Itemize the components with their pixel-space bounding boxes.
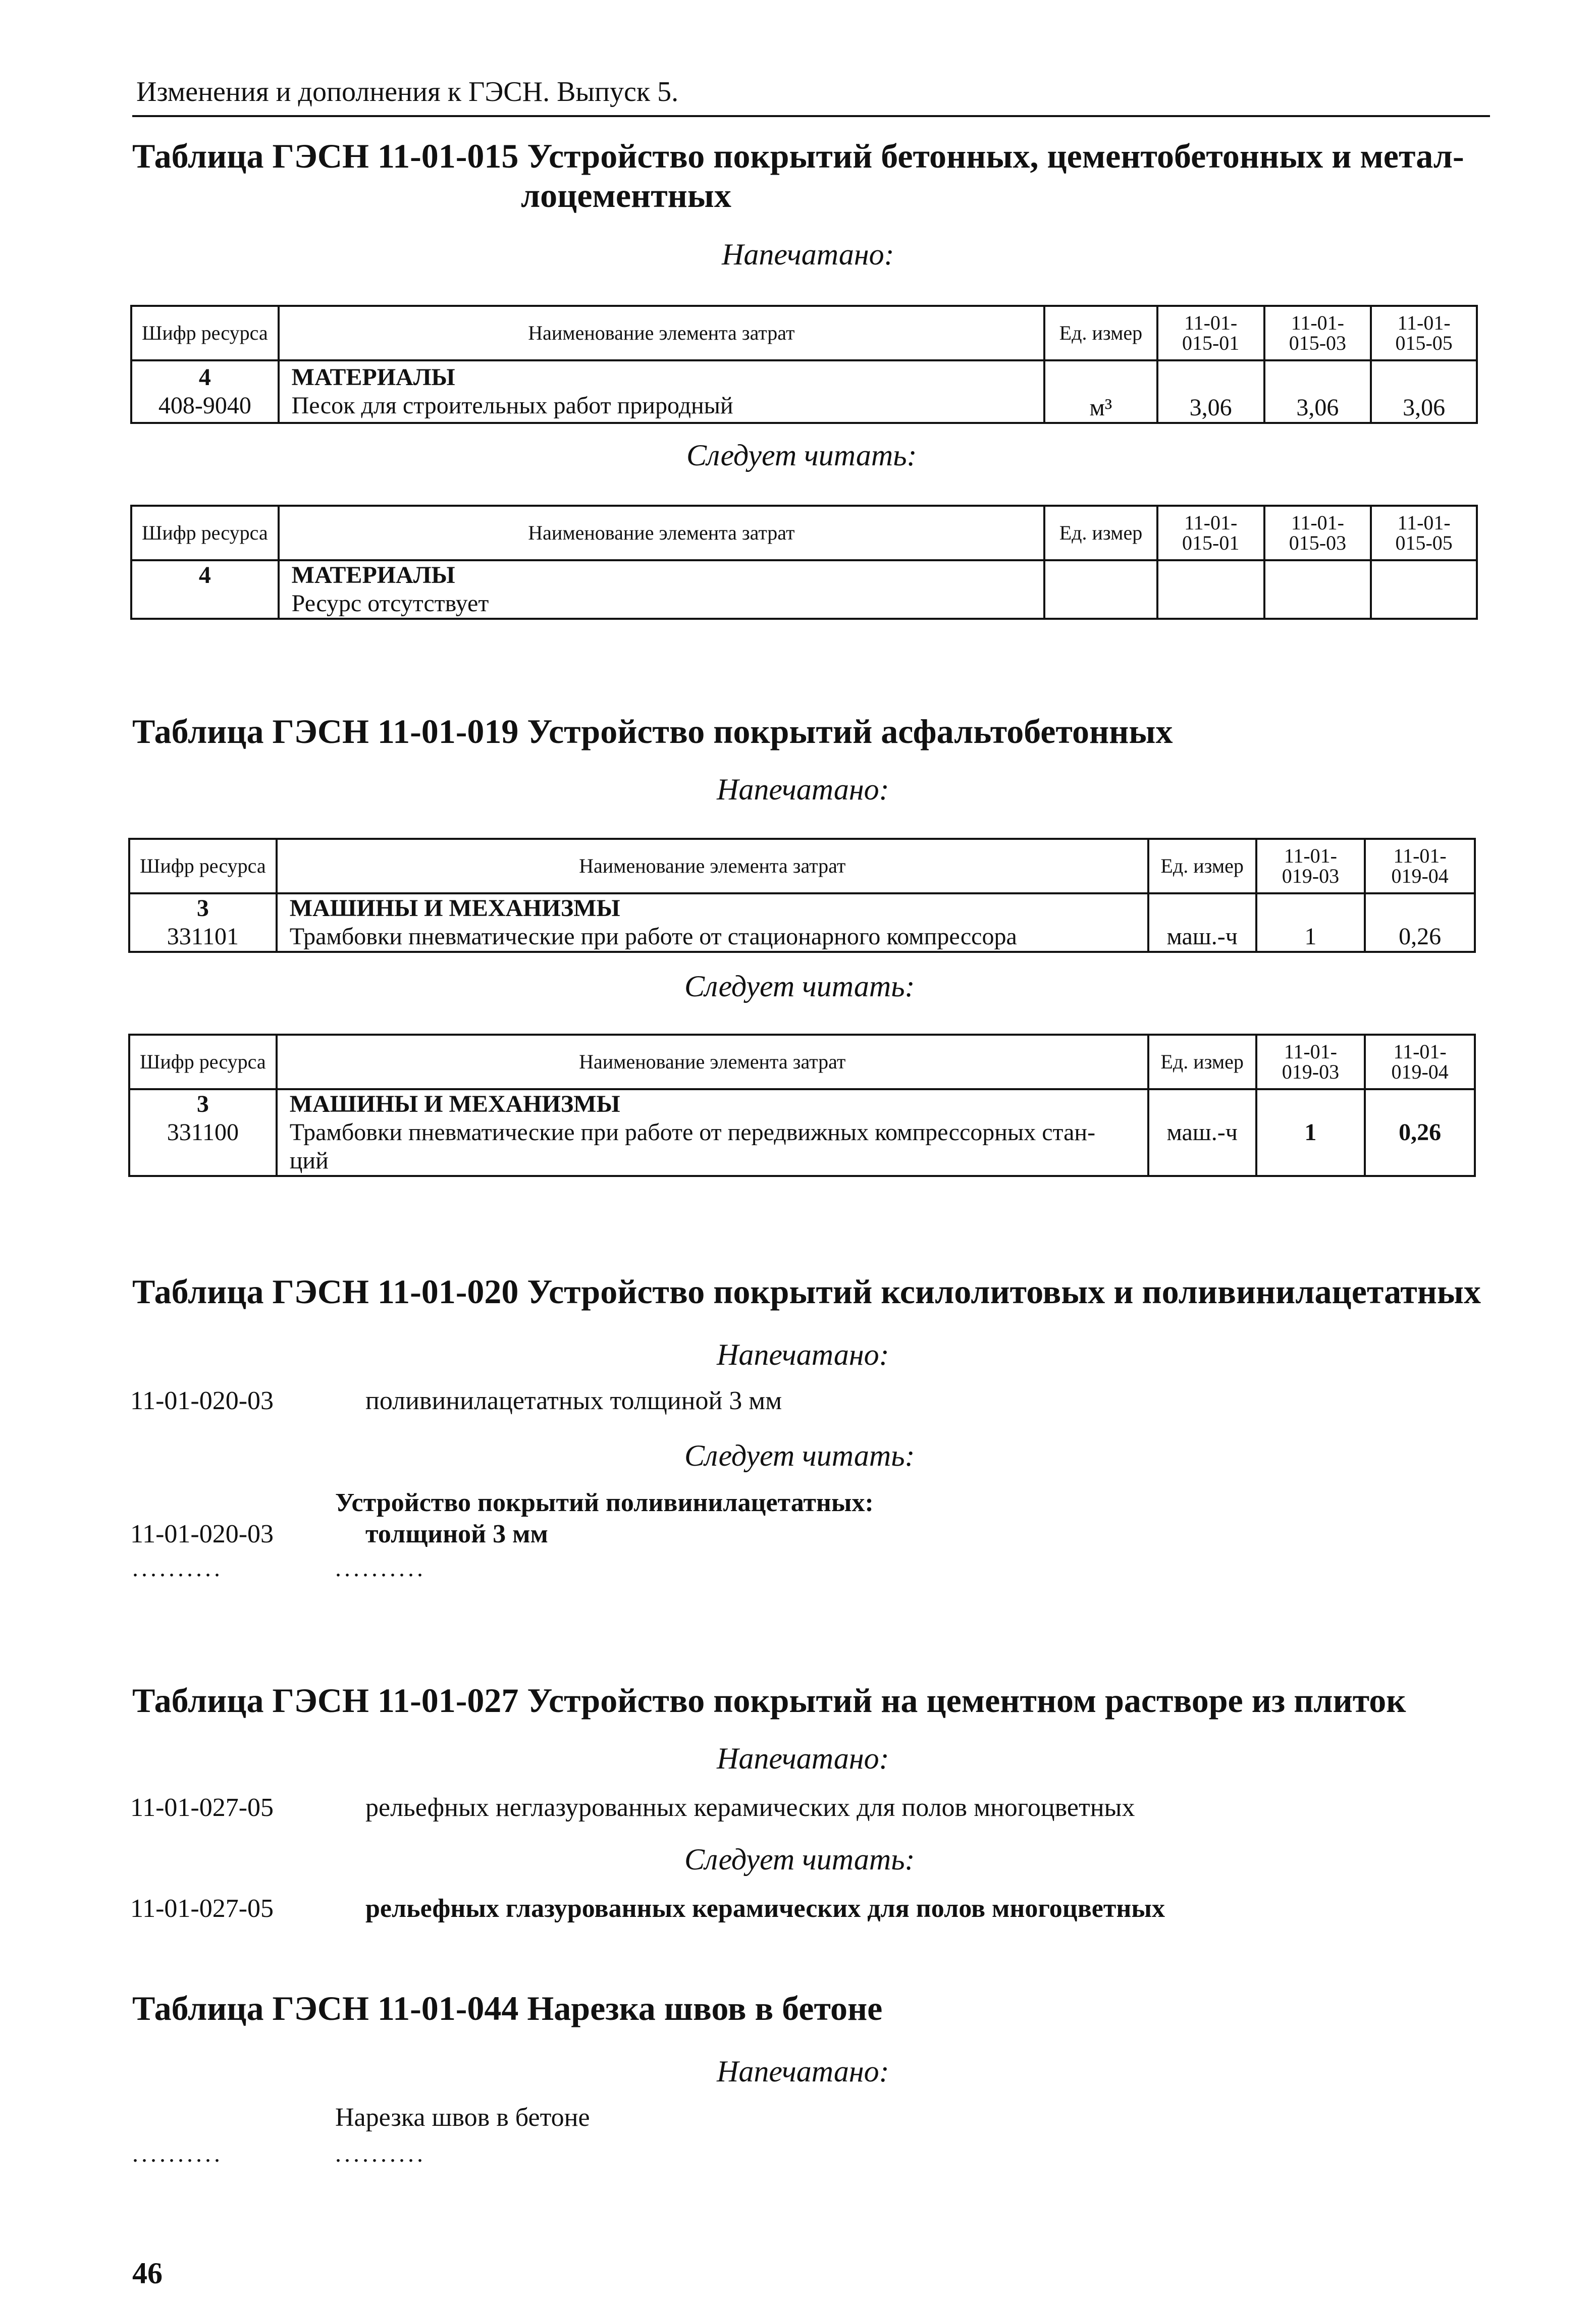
empty-cell — [1044, 560, 1157, 619]
col-015-05: 11-01- 015-05 — [1371, 306, 1477, 360]
title-015-line1: Таблица ГЭСН 11-01-015 Устройство покрытий бетонных, цементобетонных и метал- — [132, 137, 1464, 175]
value-019-03: 1 — [1256, 1089, 1365, 1176]
empty-cell — [1157, 560, 1264, 619]
col-name: Наименование элемента затрат — [279, 506, 1044, 560]
group-code: 4 — [198, 562, 211, 588]
resource-code: 331100 — [167, 1119, 239, 1146]
ellipsis-dots: .......... — [335, 1555, 426, 1582]
printed-label-019: Напечатано: — [717, 773, 889, 806]
resource-name: Трамбовки пневматические при работе от стационарного компрессора — [289, 923, 1017, 950]
col-name: Наименование элемента затрат — [277, 839, 1148, 893]
col-019-04: 11-01- 019-04 — [1365, 839, 1475, 893]
value-019-04: 0,26 — [1365, 1089, 1475, 1176]
col-015-01: 11-01- 015-01 — [1157, 306, 1264, 360]
resource-name: Песок для строительных работ природный — [291, 392, 733, 419]
empty-cell — [1371, 560, 1477, 619]
group-name: МАШИНЫ И МЕХАНИЗМЫ — [289, 895, 620, 922]
should-read-label-020: Следует читать: — [684, 1439, 915, 1472]
col-code: Шифр ресурса — [129, 1035, 277, 1089]
table-title-019: Таблица ГЭСН 11-01-019 Устройство покрытий асфальтобетонных — [132, 712, 1173, 751]
empty-cell — [1264, 560, 1371, 619]
resource-name: Ресурс отсутствует — [291, 590, 489, 617]
norm-text: рельефных неглазурованных керамических для полов многоцветных — [365, 1793, 1135, 1822]
col-name: Наименование элемента затрат — [279, 306, 1044, 360]
value-015-03: 3,06 — [1264, 360, 1371, 423]
norm-code: 11-01-027-05 — [130, 1894, 274, 1923]
norm-text: рельефных глазурованных керамических для полов многоцветных — [365, 1894, 1165, 1923]
col-015-03: 11-01- 015-03 — [1264, 306, 1371, 360]
table-019-corrected — [128, 1034, 1476, 1177]
group-name: МАШИНЫ И МЕХАНИЗМЫ — [289, 1091, 620, 1117]
norm-code: 11-01-020-03 — [130, 1386, 274, 1415]
resource-unit: маш.-ч — [1148, 1089, 1256, 1176]
resource-name-line1: Трамбовки пневматические при работе от передвижных компрессорных стан- — [289, 1119, 1096, 1146]
printed-label-027: Напечатано: — [717, 1742, 889, 1775]
title-015-line2: лоцементных — [521, 176, 731, 215]
norm-group-title: Устройство покрытий поливинилацетатных: — [335, 1488, 874, 1517]
norm-code: 11-01-020-03 — [130, 1520, 274, 1548]
col-unit: Ед. измер — [1148, 1035, 1256, 1089]
table-title-020: Таблица ГЭСН 11-01-020 Устройство покрытий ксилолитовых и поливинилацетатных — [132, 1272, 1481, 1311]
printed-label-015: Напечатано: — [722, 238, 894, 271]
resource-name-line2: ций — [289, 1147, 329, 1174]
table-title-027: Таблица ГЭСН 11-01-027 Устройство покрытий на цементном растворе из плиток — [132, 1681, 1406, 1720]
group-code: 3 — [196, 895, 209, 922]
col-019-04: 11-01- 019-04 — [1365, 1035, 1475, 1089]
table-title-044: Таблица ГЭСН 11-01-044 Нарезка швов в бетоне — [132, 1989, 883, 2027]
group-code: 3 — [196, 1091, 209, 1117]
norm-text: Нарезка швов в бетоне — [335, 2103, 590, 2132]
col-019-03: 11-01- 019-03 — [1256, 839, 1365, 893]
col-unit: Ед. измер — [1044, 506, 1157, 560]
norm-code: 11-01-027-05 — [130, 1793, 274, 1822]
page-number: 46 — [132, 2257, 163, 2290]
running-header: Изменения и дополнения к ГЭСН. Выпуск 5. — [136, 76, 679, 108]
resource-code: 408-9040 — [158, 392, 251, 419]
table-title-015 — [132, 136, 1490, 215]
col-015-03: 11-01- 015-03 — [1264, 506, 1371, 560]
col-015-01: 11-01- 015-01 — [1157, 506, 1264, 560]
value-019-03: 1 — [1256, 893, 1365, 952]
table-015-corrected — [130, 505, 1478, 620]
group-name: МАТЕРИАЛЫ — [291, 364, 455, 391]
norm-text: поливинилацетатных толщиной 3 мм — [365, 1386, 782, 1415]
col-unit: Ед. измер — [1044, 306, 1157, 360]
group-name: МАТЕРИАЛЫ — [291, 562, 455, 588]
printed-label-020: Напечатано: — [717, 1338, 889, 1371]
header-rule — [132, 115, 1490, 117]
resource-code: 331101 — [167, 923, 239, 950]
table-019-printed — [128, 838, 1476, 953]
col-name: Наименование элемента затрат — [277, 1035, 1148, 1089]
ellipsis-dots: .......... — [132, 2140, 223, 2167]
should-read-label-015: Следует читать: — [686, 439, 917, 472]
value-019-04: 0,26 — [1365, 893, 1475, 952]
col-code: Шифр ресурса — [131, 306, 279, 360]
should-read-label-027: Следует читать: — [684, 1843, 915, 1876]
resource-unit: м³ — [1044, 360, 1157, 423]
col-015-05: 11-01- 015-05 — [1371, 506, 1477, 560]
printed-label-044: Напечатано: — [717, 2055, 889, 2088]
col-code: Шифр ресурса — [129, 839, 277, 893]
should-read-label-019: Следует читать: — [684, 970, 915, 1003]
resource-unit: маш.-ч — [1148, 893, 1256, 952]
ellipsis-dots: .......... — [335, 2140, 426, 2167]
ellipsis-dots: .......... — [132, 1555, 223, 1582]
group-code: 4 — [198, 364, 211, 391]
table-015-printed — [130, 305, 1478, 424]
norm-text: толщиной 3 мм — [365, 1520, 548, 1548]
col-unit: Ед. измер — [1148, 839, 1256, 893]
value-015-01: 3,06 — [1157, 360, 1264, 423]
col-019-03: 11-01- 019-03 — [1256, 1035, 1365, 1089]
col-code: Шифр ресурса — [131, 506, 279, 560]
value-015-05: 3,06 — [1371, 360, 1477, 423]
